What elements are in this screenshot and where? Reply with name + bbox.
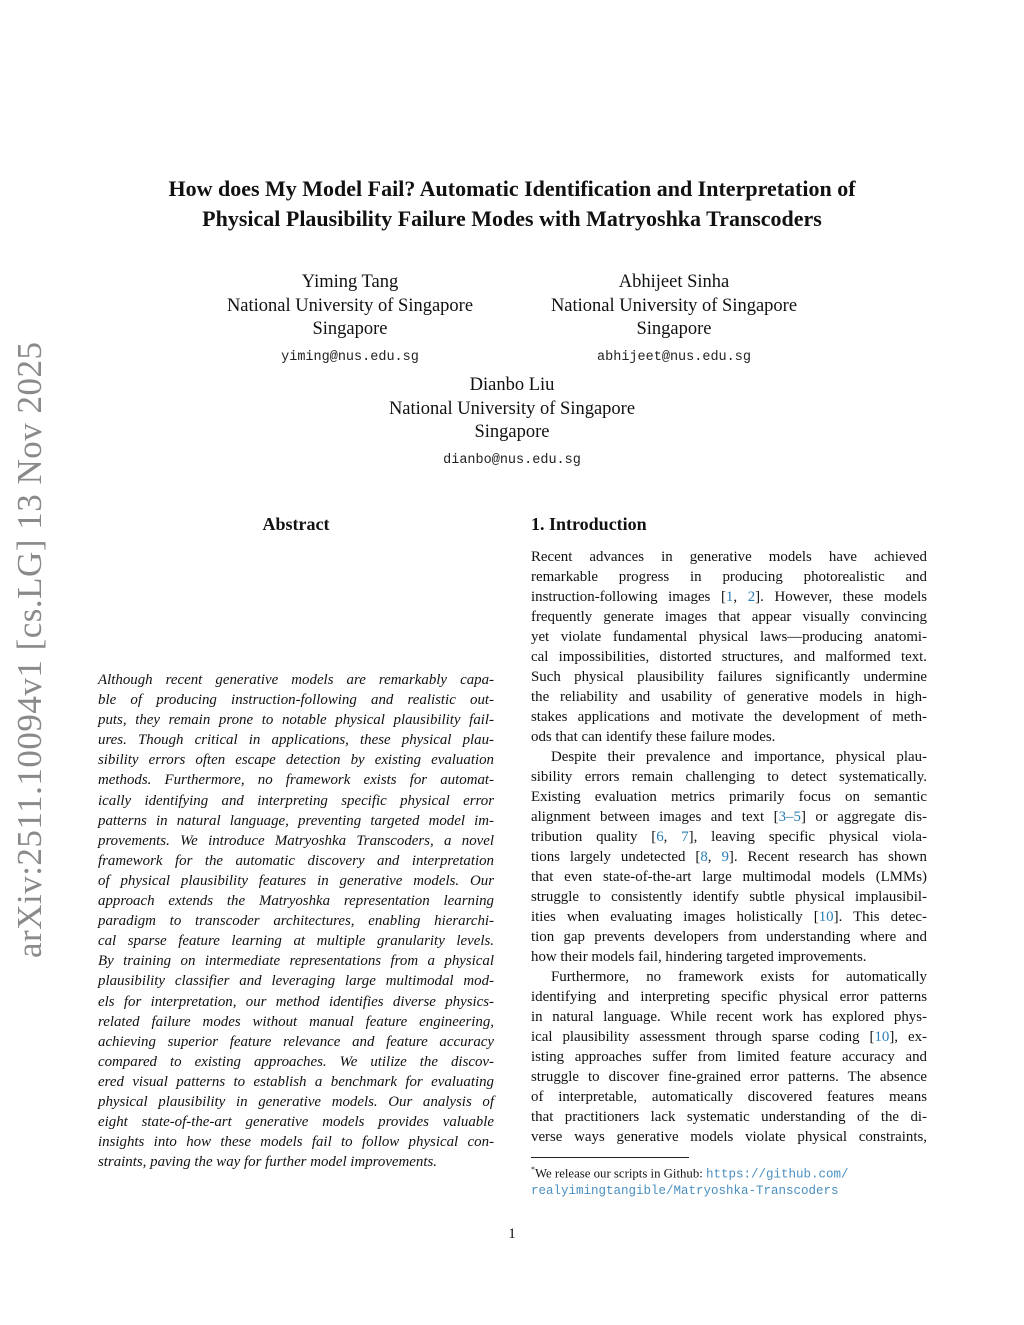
- citation-link[interactable]: 2: [747, 589, 756, 605]
- title-line-1: How does My Model Fail? Automatic Identification and Interpretation of: [168, 176, 856, 201]
- section-heading-introduction: 1. Introduction: [531, 514, 647, 534]
- intro-line: [531, 587, 927, 607]
- intro-line: ods that can identify these failure modes.: [531, 729, 776, 745]
- abstract-line: Although recent generative models are remarkably capa-: [98, 672, 494, 688]
- intro-line: [531, 807, 927, 827]
- intro-text: alignment between images and text [: [531, 809, 779, 825]
- abstract-line: patterns in natural language, preventing targeted model im-: [98, 812, 494, 829]
- intro-line: the reliability and usability of generative models in high-: [531, 689, 927, 705]
- abstract-line: straints, paving the way for further model improvements.: [98, 1154, 438, 1171]
- intro-line: stakes applications and motivate the development of meth-: [531, 709, 927, 725]
- author-location: Singapore: [474, 422, 550, 442]
- abstract-line: insights into how these models fail to follow physical con-: [98, 1134, 494, 1151]
- author-affiliation: National University of Singapore: [226, 295, 474, 316]
- abstract-line: physical plausibility in generative models. Our analysis of: [98, 1093, 494, 1110]
- intro-text: ,: [733, 589, 748, 605]
- intro-line: Such physical plausibility failures significantly undermine: [531, 669, 927, 685]
- intro-line: [531, 847, 927, 867]
- intro-text: ities when evaluating images holistically [: [531, 909, 819, 925]
- citation-link[interactable]: 3–5: [778, 809, 801, 825]
- citation-link[interactable]: 1: [725, 589, 734, 605]
- abstract-heading: Abstract: [262, 514, 330, 534]
- abstract-line: framework for the automatic discovery and interpretation: [98, 852, 494, 869]
- intro-text: ] or aggregate dis-: [800, 809, 927, 825]
- abstract-line: puts, they remain prone to notable physical plausibility fail-: [98, 712, 494, 729]
- intro-line: Despite their prevalence and importance, physical plau-: [551, 749, 927, 765]
- abstract-line: ures. Though critical in applications, these physical plau-: [98, 732, 494, 749]
- abstract-line: compared to existing approaches. We utilize the discov-: [98, 1053, 494, 1070]
- intro-line: struggle to discover fine-grained error patterns. The absence: [531, 1069, 927, 1085]
- intro-text: ]. However, these models: [755, 589, 927, 605]
- intro-text: ]. This detec-: [833, 909, 927, 925]
- abstract-line: sibility errors often escape detection by existing evaluation: [98, 752, 494, 769]
- intro-line: Recent advances in generative models have achieved: [531, 549, 927, 565]
- author-email[interactable]: dianbo@nus.edu.sg: [443, 452, 581, 468]
- abstract-line: related failure modes without manual feature engineering,: [98, 1013, 494, 1030]
- abstract-line: of physical plausibility features in generative models. Our: [98, 872, 494, 889]
- author-block: [362, 374, 662, 470]
- author-name: Abhijeet Sinha: [618, 272, 730, 292]
- intro-line: identifying and interpreting specific physical error patterns: [531, 989, 927, 1005]
- intro-line: tion gap prevents developers from understanding where and: [531, 929, 927, 945]
- abstract-line: By training on intermediate representations from a physical: [98, 953, 494, 970]
- author-affiliation: National University of Singapore: [388, 398, 636, 419]
- intro-line: [531, 907, 927, 927]
- author-block: [534, 271, 814, 367]
- author-name: Yiming Tang: [301, 272, 399, 292]
- introduction-text: [531, 547, 927, 1147]
- page-number: 1: [508, 1226, 516, 1242]
- github-link[interactable]: https://github.com/: [705, 1167, 849, 1182]
- intro-line: struggle to consistently identify subtle physical implausibil-: [531, 889, 927, 905]
- intro-line: yet violate fundamental physical laws—producing anatomi-: [531, 629, 927, 645]
- intro-text: ,: [663, 829, 682, 845]
- intro-line: that practitioners lack systematic understanding of the di-: [531, 1109, 927, 1125]
- abstract-line: ered visual patterns to establish a benchmark for evaluating: [98, 1073, 494, 1090]
- author-email[interactable]: yiming@nus.edu.sg: [281, 349, 419, 365]
- citation-link[interactable]: 7: [681, 829, 689, 845]
- abstract-line: achieving superior feature relevance and feature accuracy: [98, 1033, 494, 1050]
- paper-title: [100, 174, 924, 234]
- citation-link[interactable]: 8: [700, 849, 708, 865]
- intro-line: verse ways generative models violate physical constraints,: [531, 1129, 927, 1145]
- intro-text: instruction-following images [: [531, 589, 726, 605]
- abstract-line: approach extends the Matryoshka representation learning: [98, 893, 494, 910]
- intro-line: cal impossibilities, distorted structures, and malformed text.: [531, 649, 927, 665]
- intro-line: isting approaches suffer from limited feature accuracy and: [531, 1049, 927, 1065]
- intro-text: tribution quality [: [531, 829, 657, 845]
- abstract-line: plausibility classifier and leveraging large multimodal mod-: [98, 973, 494, 990]
- intro-line: [531, 827, 927, 847]
- title-line-2: Physical Plausibility Failure Modes with Matryoshka Transcoders: [202, 206, 822, 231]
- abstract-line: els for interpretation, our method identifies diverse physics-: [98, 993, 494, 1010]
- citation-link[interactable]: 9: [721, 849, 729, 865]
- footnote-line: [531, 1161, 927, 1183]
- footnote: [531, 1161, 927, 1200]
- abstract-line: eight state-of-the-art generative models provides valuable: [98, 1114, 494, 1131]
- intro-line: [531, 1027, 927, 1047]
- intro-text: tions largely undetected [: [531, 849, 701, 865]
- author-block: [210, 271, 490, 367]
- abstract-line: provements. We introduce Matryoshka Transcoders, a novel: [98, 832, 494, 849]
- footnote-divider: [531, 1157, 689, 1158]
- intro-text: ], leaving specific physical viola-: [688, 829, 927, 845]
- author-location: Singapore: [636, 319, 712, 339]
- citation-link[interactable]: 10: [874, 1029, 890, 1045]
- footnote-mark: *: [531, 1165, 535, 1174]
- abstract-line: ically identifying and interpreting specific physical error: [98, 792, 494, 809]
- abstract-line: cal sparse feature learning at multiple granularity levels.: [98, 933, 494, 950]
- intro-line: how their models fail, hindering targeted improvements.: [531, 949, 867, 965]
- intro-text: ]. Recent research has shown: [728, 849, 927, 865]
- intro-line: remarkable progress in producing photorealistic and: [531, 569, 927, 585]
- intro-text: ,: [707, 849, 722, 865]
- intro-line: in natural language. While recent work has explored phys-: [531, 1009, 927, 1025]
- citation-link[interactable]: 6: [656, 829, 664, 845]
- intro-text: ], ex-: [889, 1029, 927, 1045]
- intro-line: Furthermore, no framework exists for automatically: [551, 969, 927, 985]
- intro-text: ical plausibility assessment through sparse coding [: [531, 1029, 875, 1045]
- author-email[interactable]: abhijeet@nus.edu.sg: [597, 349, 751, 365]
- intro-line: Existing evaluation metrics primarily focus on semantic: [531, 789, 927, 805]
- abstract-line: paradigm to transcoder architectures, enabling hierarchi-: [98, 913, 494, 930]
- intro-line: frequently generate images that appear visually convincing: [531, 609, 927, 625]
- author-name: Dianbo Liu: [469, 375, 555, 395]
- abstract-line: ble of producing instruction-following and realistic out-: [98, 692, 494, 709]
- abstract-text: [98, 670, 494, 1172]
- github-link-continued[interactable]: realyimingtangible/Matryoshka-Transcoders: [531, 1184, 839, 1199]
- citation-link[interactable]: 10: [818, 909, 834, 925]
- abstract-line: methods. Furthermore, no framework exists for automat-: [98, 772, 494, 789]
- author-affiliation: National University of Singapore: [550, 295, 798, 316]
- footnote-text: We release our scripts in Github:: [535, 1166, 703, 1181]
- author-location: Singapore: [312, 319, 388, 339]
- intro-line: that even state-of-the-art large multimodal models (LMMs): [531, 869, 927, 885]
- intro-line: sibility errors remain challenging to detect systematically.: [531, 769, 927, 785]
- arxiv-identifier: arXiv:2511.10094v1 [cs.LG] 13 Nov 2025: [10, 341, 49, 958]
- intro-line: of interpretable, automatically discovered features means: [531, 1089, 927, 1105]
